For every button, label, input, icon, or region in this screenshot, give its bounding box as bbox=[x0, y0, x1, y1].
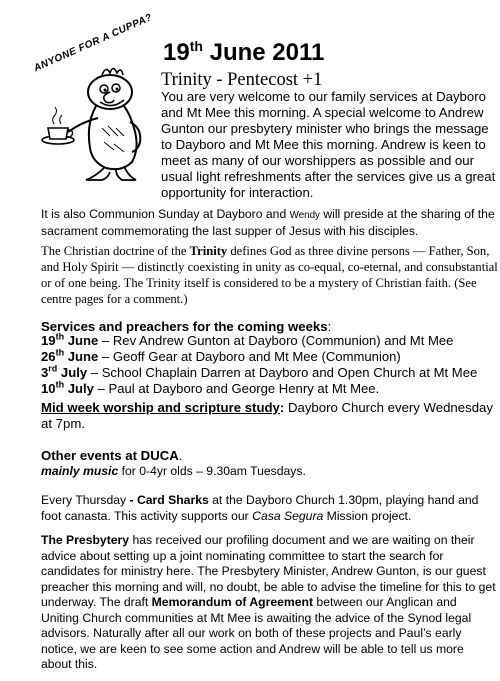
service-item: 10th July – Paul at Dayboro and George Henry at Mt Mee. bbox=[41, 379, 380, 396]
welcome-paragraph: You are very welcome to our family services at Dayboro and Mt Mee this morning. A special welcome to Andrew Gunton our presbytery minister who brings the message to Dayboro and Mt Mee this morning. Andrew is keen to meet as many of our worshippers as possible and our usual light refreshments after the services give us a great opportunity for interaction. bbox=[161, 89, 496, 200]
service-item: 3rd July – School Chaplain Darren at Dayboro and Open Church at Mt Mee bbox=[41, 363, 478, 380]
presbytery-paragraph: The Presbytery has received our profiling document and we are waiting on their advice about setting up a joint nominating committee to start the search for candidates for ministry here. The Presbytery Minister, Andrew Gunton, is our guest preacher this morning and will, no doubt, be able to advise the timeline for this to get underway. The draft Memorandum of Agreement between our Anglican and Uniting Church communities at Mt Mee is awaiting the advice of the Synod legal advisors. Naturally after all our work on both of these projects and Paul’s early notice, we are keen to see some action and Andrew will be able to tell us more about this. bbox=[41, 533, 496, 671]
date-month-year: June 2011 bbox=[202, 39, 325, 66]
trinity-term: Trinity bbox=[189, 244, 228, 258]
mainly-music-line: mainly music for 0-4yr olds – 9.30am Tuesdays. bbox=[41, 464, 306, 478]
trinity-doctrine-paragraph: The Christian doctrine of the Trinity defines God as three divine persons — Father, Son, and Holy Spirit — distinctly coexisting in unity as co-equal, co-eternal, and consubstantial or of one being. The Trinity itself is considered to be a mystery of Christian faith. (See centre pages for a comment.) bbox=[41, 244, 498, 306]
liturgical-subtitle: Trinity - Pentecost +1 bbox=[161, 70, 323, 90]
services-list bbox=[41, 333, 496, 397]
service-item: 19th June – Rev Andrew Gunton at Dayboro (Communion) and Mt Mee bbox=[41, 331, 454, 348]
cartoon-speech-text: ANYONE FOR A CUPPA? bbox=[32, 11, 155, 75]
date-day: 19 bbox=[163, 39, 190, 66]
communion-paragraph: It is also Communion Sunday at Dayboro and Wendy will preside at the sharing of the sacrament commemorating the last supper of Jesus with his disciples. bbox=[41, 207, 495, 238]
other-events-heading: Other events at DUCA. bbox=[41, 448, 183, 463]
cuppa-cartoon-illustration bbox=[24, 11, 156, 186]
date-suffix: th bbox=[189, 38, 203, 54]
mainly-music-label: mainly music bbox=[41, 464, 119, 478]
newsletter-date-title bbox=[163, 38, 324, 67]
midweek-worship-paragraph: Mid week worship and scripture study: Dayboro Church every Wednesday at 7pm. bbox=[41, 400, 493, 431]
midweek-label: Mid week worship and scripture study bbox=[41, 400, 280, 415]
service-item: 26th June – Geoff Gear at Dayboro and Mt Mee (Communion) bbox=[41, 347, 401, 364]
presider-name: Wendy bbox=[289, 210, 320, 221]
card-sharks-paragraph: Every Thursday - Card Sharks at the Dayboro Church 1.30pm, playing hand and foot canasta. This activity supports our Casa Segura Mission project. bbox=[41, 493, 479, 523]
services-heading: Services and preachers for the coming weeks: bbox=[41, 319, 332, 334]
